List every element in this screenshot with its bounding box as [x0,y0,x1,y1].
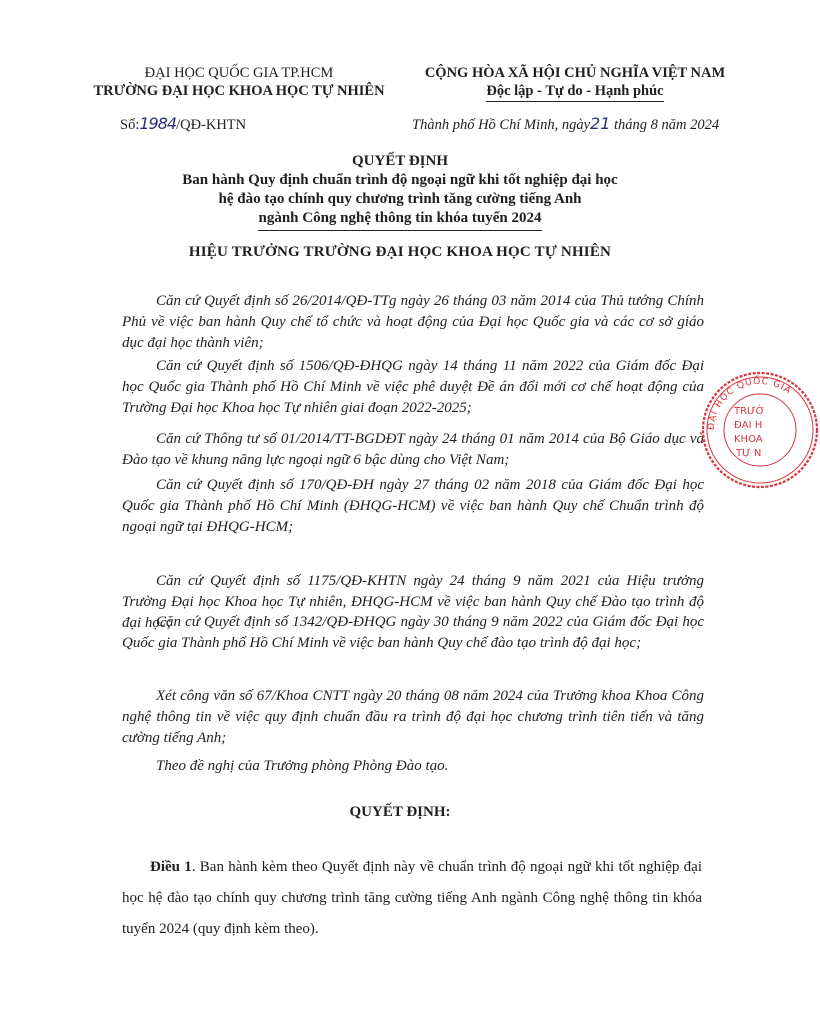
legal-basis-paragraph: Căn cứ Quyết định số 1342/QĐ-ĐHQG ngày 30 tháng 9 năm 2022 của Giám đốc Đại học Quốc gia Thành phố Hồ Chí Minh về việc ban hành Quy chế đào tạo trình độ đại học; [122,614,704,651]
legal-basis-paragraph: Căn cứ Quyết định số 170/QĐ-ĐH ngày 27 tháng 02 năm 2018 của Giám đốc Đại học Quốc gia Thành phố Hồ Chí Minh (ĐHQG-HCM) về việc ban hành Quy chế Chuẩn trình độ ngoại ngữ tại ĐHQG-HCM; [122,477,704,535]
day-handwritten: 21 [590,114,611,133]
document-number [120,114,246,134]
article-1-label: Điều 1 [150,859,192,875]
seal-graphic [700,370,820,490]
place-prefix: Thành phố Hồ Chí Minh, ngày [412,117,591,133]
decision-title [40,152,760,231]
title-line-3: hệ đào tạo chính quy chương trình tăng cường tiếng Anh [218,191,582,207]
seal-line-1: TRƯỜ [734,406,765,417]
national-motto: Độc lập - Tự do - Hạnh phúc [486,82,663,102]
proposal-paragraph: Theo đề nghị của Trưởng phòng Phòng Đào tạo. [156,758,449,774]
seal-line-2: ĐẠI H [734,420,763,431]
national-header [410,64,740,102]
seal-arc-text: ĐẠI HỌC QUỐC GIA [706,376,794,431]
article-1-text: . Ban hành kèm theo Quyết định này về chuẩn trình độ ngoại ngữ khi tốt nghiệp đại học hệ đào tạo chính quy chương trình tăng cường tiếng Anh ngành Công nghệ thông tin khóa tuyển 2024 (quy định kèm theo). [122,859,703,937]
legal-basis-paragraph: Căn cứ Thông tư số 01/2014/TT-BGDĐT ngày 24 tháng 01 năm 2014 của Bộ Giáo dục và Đào tạo về khung năng lực ngoại ngữ 6 bậc dùng cho Việt Nam; [122,431,704,468]
doc-no-handwritten: 1984 [139,114,177,133]
place-suffix: tháng 8 năm 2024 [610,117,720,133]
official-seal [700,370,820,490]
seal-line-3: KHOA [734,434,763,445]
decision-heading: QUYẾT ĐỊNH: [349,804,451,820]
consideration-paragraph: Xét công văn số 67/Khoa CNTT ngày 20 tháng 08 năm 2024 của Trưởng khoa Khoa Công nghệ thông tin về việc quy định chuẩn đầu ra trình độ đại học chương trình tiên tiến và tăng cường tiếng Anh; [122,688,704,746]
university-name: ĐẠI HỌC QUỐC GIA TP.HCM [144,65,334,81]
legal-basis-paragraph: Căn cứ Quyết định số 26/2014/QĐ-TTg ngày 26 tháng 03 năm 2014 của Thủ tướng Chính Phủ về việc ban hành Quy chế tổ chức và hoạt động của Đại học Quốc gia và các cơ sở giáo dục đại học thành viên; [122,293,704,351]
doc-no-prefix: Số: [120,117,140,133]
issuer-header [78,64,400,100]
school-name: TRƯỜNG ĐẠI HỌC KHOA HỌC TỰ NHIÊN [93,83,385,99]
title-heading: QUYẾT ĐỊNH [352,153,448,169]
article-1 [122,852,702,945]
doc-no-suffix: /QĐ-KHTN [176,117,247,133]
legal-basis-paragraph: Căn cứ Quyết định số 1506/QĐ-ĐHQG ngày 14 tháng 11 năm 2022 của Giám đốc Đại học Quốc gia Thành phố Hồ Chí Minh về việc phê duyệt Đề án đổi mới cơ chế hoạt động của Trường Đại học Khoa học Tự nhiên giai đoạn 2022-2025; [122,358,704,416]
place-and-date [412,114,719,134]
seal-line-4: TỰ N [736,448,762,459]
title-line-4: ngành Công nghệ thông tin khóa tuyển 2024 [258,209,541,231]
nation-name: CỘNG HÒA XÃ HỘI CHỦ NGHĨA VIỆT NAM [424,65,726,81]
issuing-authority: HIỆU TRƯỞNG TRƯỜNG ĐẠI HỌC KHOA HỌC TỰ NHIÊN [188,244,612,260]
legal-basis-paragraph: Căn cứ Quyết định số 1175/QĐ-KHTN ngày 24 tháng 9 năm 2021 của Hiệu trưởng Trường Đại học Khoa học Tự nhiên, ĐHQG-HCM về việc ban hành Quy chế Đào tạo trình độ đại học; [122,573,704,631]
title-line-2: Ban hành Quy định chuẩn trình độ ngoại ngữ khi tốt nghiệp đại học [182,172,618,188]
